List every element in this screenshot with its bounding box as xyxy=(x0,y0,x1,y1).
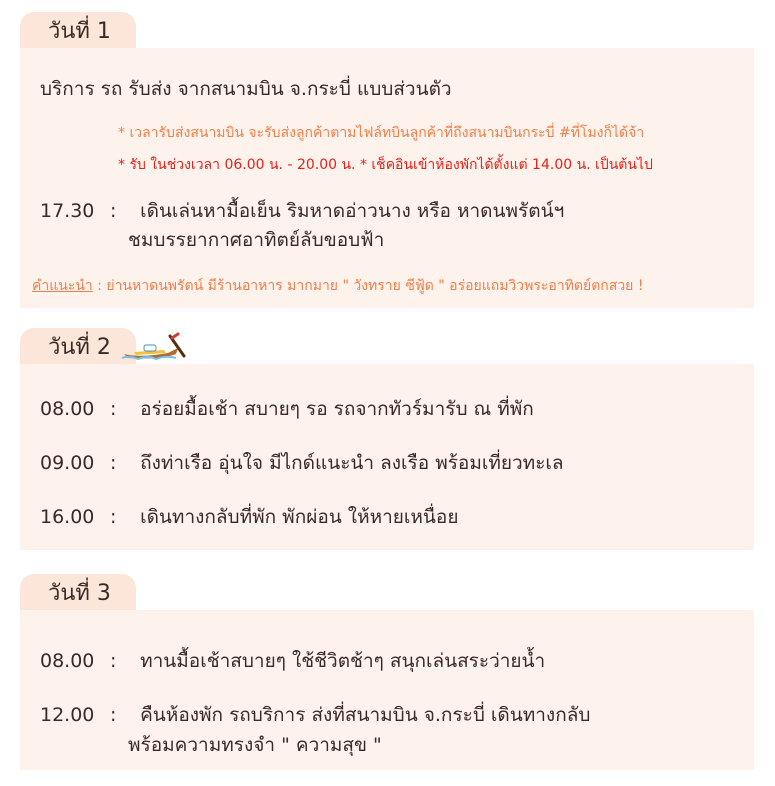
schedule-text: คืนห้องพัก รถบริการ ส่งที่สนามบิน จ.กระบี่ เดินทางกลับ xyxy=(140,704,591,726)
schedule-text: ถึงท่าเรือ อุ่นใจ มีไกด์แนะนำ ลงเรือ พร้อมเที่ยวทะเล xyxy=(140,452,564,474)
schedule-row xyxy=(40,646,545,676)
schedule-row xyxy=(40,700,590,730)
day-1-panel xyxy=(20,48,754,308)
schedule-separator: : xyxy=(110,398,117,420)
day-2-panel xyxy=(20,364,754,550)
day-1-tip xyxy=(32,275,643,297)
schedule-text-continued: ชมบรรยากาศอาทิตย์ลับขอบฟ้า xyxy=(128,229,385,251)
day-2-tab: วันที่ 2 xyxy=(20,328,136,366)
schedule-time: 17.30 xyxy=(40,200,95,222)
schedule-row xyxy=(40,448,564,478)
day-3-tab: วันที่ 3 xyxy=(20,574,136,612)
schedule-time: 08.00 xyxy=(40,398,95,420)
day-1-tab: วันที่ 1 xyxy=(20,12,136,50)
schedule-separator: : xyxy=(110,200,117,222)
day-1-note-hours: * รับ ในช่วงเวลา 06.00 น. - 20.00 น. * เช็คอินเข้าห้องพักได้ตั้งแต่ 14.00 น. เป็นต้นไป xyxy=(118,157,653,173)
schedule-text: อร่อยมื้อเช้า สบายๆ รอ รถจากทัวร์มารับ ณ ที่พัก xyxy=(140,398,534,420)
schedule-text: ทานมื้อเช้าสบายๆ ใช้ชีวิตช้าๆ สนุกเล่นสระว่ายน้ำ xyxy=(140,650,546,672)
schedule-separator: : xyxy=(110,704,117,726)
day-1-note-pickup: * เวลารับส่งสนามบิน จะรับส่งลูกค้าตามไฟล์ทบินลูกค้าที่ถึงสนามบินกระบี่ #ที่โมงก็ได้จ้า xyxy=(118,125,645,141)
schedule-text: เดินเล่นหามื้อเย็น ริมหาดอ่าวนาง หรือ หาดนพรัตน์ฯ xyxy=(140,200,565,222)
schedule-time: 08.00 xyxy=(40,650,95,672)
schedule-row xyxy=(40,196,564,226)
schedule-time: 12.00 xyxy=(40,704,95,726)
longtail-boat-icon xyxy=(120,330,190,362)
schedule-text: เดินทางกลับที่พัก พักผ่อน ให้หายเหนื่อย xyxy=(140,506,459,528)
tip-text: : ย่านหาดนพรัตน์ มีร้านอาหาร มากมาย " วังทราย ซีฟู้ด " อร่อยแถมวิวพระอาทิตย์ตกสวย ! xyxy=(92,278,644,294)
schedule-time: 09.00 xyxy=(40,452,95,474)
day-3-panel xyxy=(20,610,754,770)
schedule-row xyxy=(40,502,458,532)
schedule-separator: : xyxy=(110,506,117,528)
schedule-separator: : xyxy=(110,650,117,672)
schedule-row xyxy=(40,394,534,424)
tip-label: คำแนะนำ xyxy=(32,278,93,294)
schedule-separator: : xyxy=(110,452,117,474)
day-1-service: บริการ รถ รับส่ง จากสนามบิน จ.กระบี่ แบบส่วนตัว xyxy=(40,78,452,100)
schedule-text-continued: พร้อมความทรงจำ " ความสุข " xyxy=(128,734,382,756)
schedule-time: 16.00 xyxy=(40,506,95,528)
